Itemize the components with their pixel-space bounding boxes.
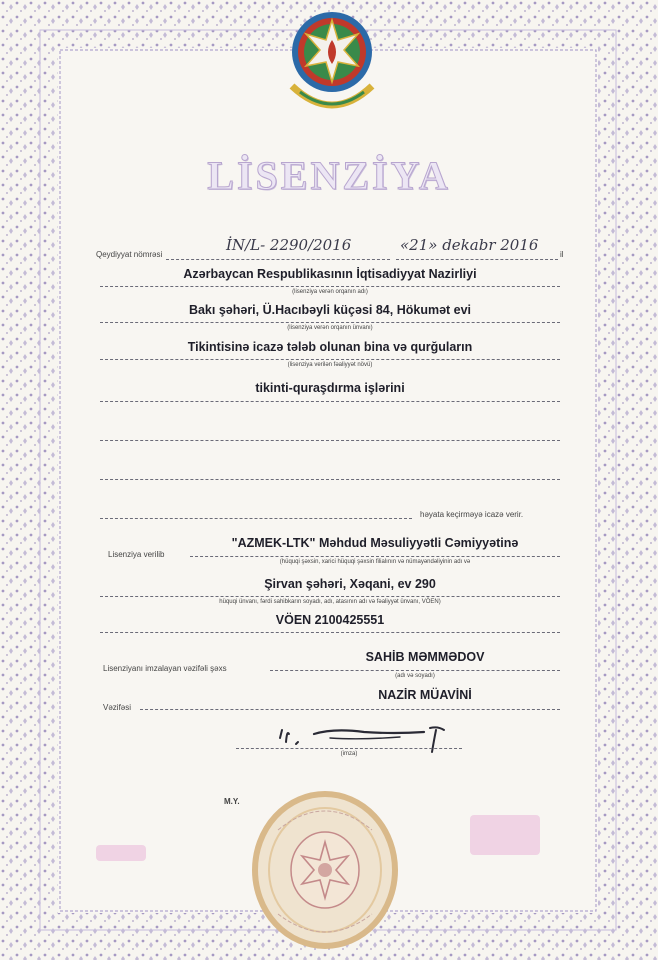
activity-line-1-underline	[100, 359, 560, 360]
seal-label: M.Y.	[224, 797, 240, 806]
activity-caption: (lisenziya verilən fəaliyyət növü)	[287, 362, 373, 368]
coat-of-arms-emblem	[282, 6, 382, 116]
registration-date: «21» dekabr 2016	[400, 236, 539, 254]
handwritten-signature	[270, 716, 470, 756]
signatory-name: SAHİB MƏMMƏDOV	[365, 650, 485, 664]
licensee-name-caption: (hüquqi şəxsin, xarici hüquqi şəxsin filialının və nümayəndəliyinin adı və	[279, 559, 471, 565]
document-title: LİSENZİYA	[207, 153, 451, 198]
activity-line-2: tikinti-quraşdırma işlərini	[255, 381, 405, 395]
year-suffix: il	[560, 250, 564, 259]
licensee-name: "AZMEK-LTK" Məhdud Məsuliyyətli Cəmiyyətinə	[231, 536, 519, 550]
licensee-voen: VÖEN 2100425551	[275, 613, 385, 627]
registration-label: Qeydiyyat nömrəsi	[96, 250, 163, 259]
official-seal-stamp	[250, 790, 400, 950]
blank-line-3	[100, 518, 412, 519]
licensee-name-line	[190, 556, 560, 557]
blank-line-2	[100, 479, 560, 480]
licensee-address: Şirvan şəhəri, Xəqani, ev 290	[264, 577, 436, 591]
ink-smudge	[470, 815, 540, 855]
registration-date-line	[396, 259, 558, 260]
licensee-label: Lisenziya verilib	[108, 550, 165, 559]
blank-line-1	[100, 440, 560, 441]
signature-caption: (imza)	[340, 751, 358, 757]
issuer-name-line	[100, 286, 560, 287]
issuer-address: Bakı şəhəri, Ü.Hacıbəyli küçəsi 84, Hökumət evi	[188, 303, 472, 317]
registration-number: İN/L- 2290/2016	[226, 236, 352, 254]
licensee-address-line	[100, 596, 560, 597]
issuer-address-caption: (lisenziya verən orqanın ünvanı)	[287, 325, 373, 331]
registration-number-line	[166, 259, 390, 260]
signatory-name-caption: (adı və soyadı)	[395, 673, 435, 679]
issuer-name: Azərbaycan Respublikasının İqtisadiyyat Nazirliyi	[183, 267, 477, 281]
signature-line	[236, 748, 462, 749]
signatory-label: Lisenziyanı imzalayan vəzifəli şəxs	[103, 664, 227, 673]
issuer-address-line	[100, 322, 560, 323]
ink-smudge	[96, 845, 146, 861]
activity-line-1: Tikintisinə icazə tələb olunan bina və qurğuların	[187, 340, 473, 354]
licensee-address-caption: hüquqi ünvanı, fərdi sahibkarın soyadı, adı, atasının adı və fəaliyyət ünvanı, VÖEN)	[219, 599, 441, 605]
issuer-name-caption: (lisenziya verən orqanın adı)	[292, 289, 368, 295]
licensee-voen-line	[100, 632, 560, 633]
position-label: Vəzifəsi	[103, 703, 132, 712]
permit-text: həyata keçirməyə icazə verir.	[420, 510, 524, 519]
signatory-position: NAZİR MÜAVİNİ	[378, 688, 472, 702]
signatory-name-line	[270, 670, 560, 671]
position-line	[140, 709, 560, 710]
activity-line-2-underline	[100, 401, 560, 402]
